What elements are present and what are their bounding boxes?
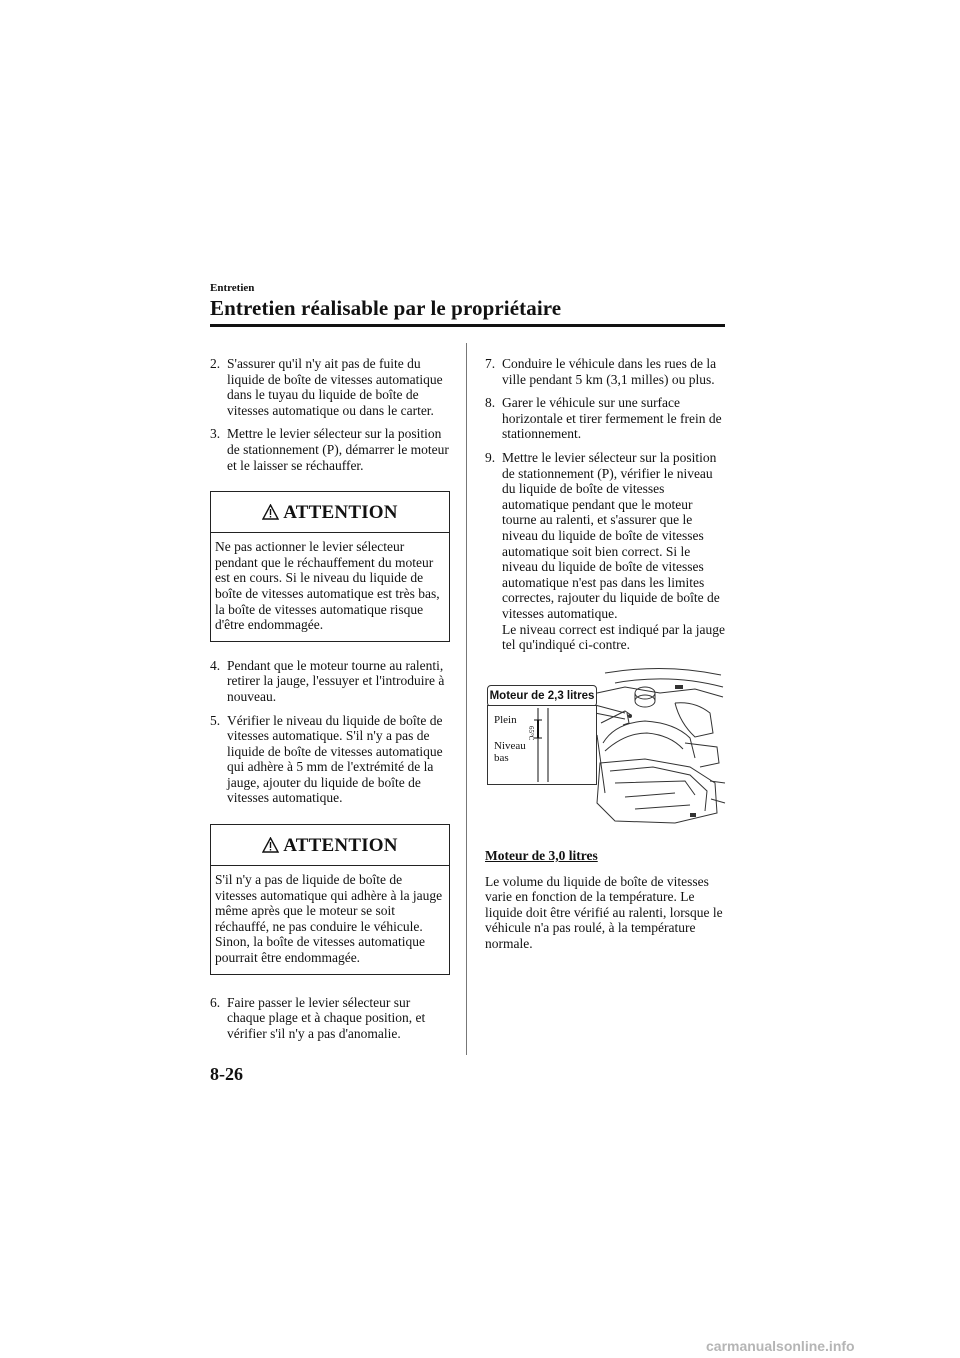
step-3: [210, 426, 450, 473]
low-level-label: [494, 740, 526, 764]
caution-box: [210, 824, 450, 975]
caution-box: [210, 491, 450, 642]
step-9: [485, 450, 727, 653]
dipstick-temperature-mark: 65°C: [527, 725, 535, 741]
caution-heading: [211, 825, 449, 865]
step-5: [210, 713, 450, 807]
subheading-engine-3-0: Moteur de 3,0 litres: [485, 847, 598, 863]
title-rule: [210, 324, 725, 327]
engine-figure: [485, 663, 727, 828]
step-8: [485, 395, 727, 442]
step-number: 8.: [485, 395, 496, 411]
step-6: [210, 995, 450, 1042]
caution-heading: [211, 492, 449, 532]
step-7: [485, 356, 727, 387]
column-divider: [466, 343, 467, 1055]
step-text: Mettre le levier sélecteur sur la position de stationnement (P), démarrer le moteur et le laisser se réchauffer.: [227, 426, 449, 473]
step-text: S'assurer qu'il n'y ait pas de fuite du liquide de boîte de vitesses automatique dans le tuyau du liquide de boîte de vitesses automatique ou dans le carter.: [227, 356, 443, 418]
step-2: [210, 356, 450, 418]
step-number: 5.: [210, 712, 221, 728]
step-text-continued: Le niveau correct est indiqué par la jauge tel qu'indiqué ci-contre.: [502, 621, 726, 653]
left-column: [210, 356, 450, 1049]
caution-heading-text: ATTENTION: [283, 502, 398, 524]
right-column: [485, 356, 727, 952]
step-number: 7.: [485, 356, 496, 371]
caution-heading-text: ATTENTION: [283, 835, 398, 857]
caution-text: Ne pas actionner le levier sélecteur pendant que le réchauffement du moteur est en cours. Si le niveau du liquide de boîte de vitesses automatique est très bas, la boîte de vitesses automatique risque d'être endommagée.: [215, 539, 440, 633]
dipstick-inset: [487, 705, 597, 785]
step-number: 2.: [210, 356, 221, 371]
step-number: 9.: [485, 449, 496, 465]
step-4: [210, 658, 450, 705]
page-number: 8-26: [210, 1064, 243, 1084]
caution-text: S'il n'y a pas de liquide de boîte de vitesses automatique qui adhère à la jauge même après que le moteur se soit réchauffé, ne pas conduire le véhicule. Sinon, la boîte de vitesses automatique pourrait être endommagée.: [215, 872, 443, 966]
step-text: Pendant que le moteur tourne au ralenti, retirer la jauge, l'essuyer et l'introduire à nouveau.: [227, 657, 445, 704]
warning-triangle-icon: [262, 504, 279, 520]
full-label: Plein: [494, 713, 517, 726]
step-text: Vérifier le niveau du liquide de boîte de vitesses automatique. S'il n'y a pas de liquide de boîte de vitesses automatique qui adhère à 5 mm de l'extrémité de la jauge, ajouter du liquide de boîte de vitesses automatique.: [227, 712, 443, 806]
step-number: 6.: [210, 994, 221, 1010]
section-label: Entretien: [210, 282, 255, 294]
engine-3-0-paragraph: Le volume du liquide de boîte de vitesses varie en fonction de la température. Le liquide doit être vérifié au ralenti, lorsque le véhicule n'a pas roulé, à la température normale.: [485, 873, 723, 952]
step-text: Mettre le levier sélecteur sur la position de stationnement (P), vérifier le niveau du liquide de boîte de vitesses automatique pendant que le moteur tourne au ralenti, et s'assurer que le niveau du liquide de boîte de vitesses automatique soit bien correct. Si le niveau du liquide de boîte de vitesses automatique n'est pas dans les limites correctes, rajouter du liquide de boîte de vitesses automatique.: [502, 449, 720, 621]
step-text: Conduire le véhicule dans les rues de la ville pendant 5 km (3,1 milles) ou plus.: [502, 356, 717, 387]
engine-label: Moteur de 2,3 litres: [487, 685, 597, 707]
low-level-line1: Niveau: [494, 739, 526, 752]
page-title: Entretien réalisable par le propriétaire: [210, 296, 562, 320]
step-number: 3.: [210, 426, 221, 442]
step-text: Garer le véhicule sur une surface horizontale et tirer fermement le frein de stationnement.: [502, 395, 722, 442]
low-level-line2: bas: [494, 751, 509, 764]
step-text: Faire passer le levier sélecteur sur chaque plage et à chaque position, et vérifier s'il n'y a pas d'anomalie.: [227, 994, 426, 1041]
warning-triangle-icon: [262, 837, 279, 853]
watermark: carmanualsonline.info: [706, 1338, 855, 1354]
step-number: 4.: [210, 657, 221, 673]
